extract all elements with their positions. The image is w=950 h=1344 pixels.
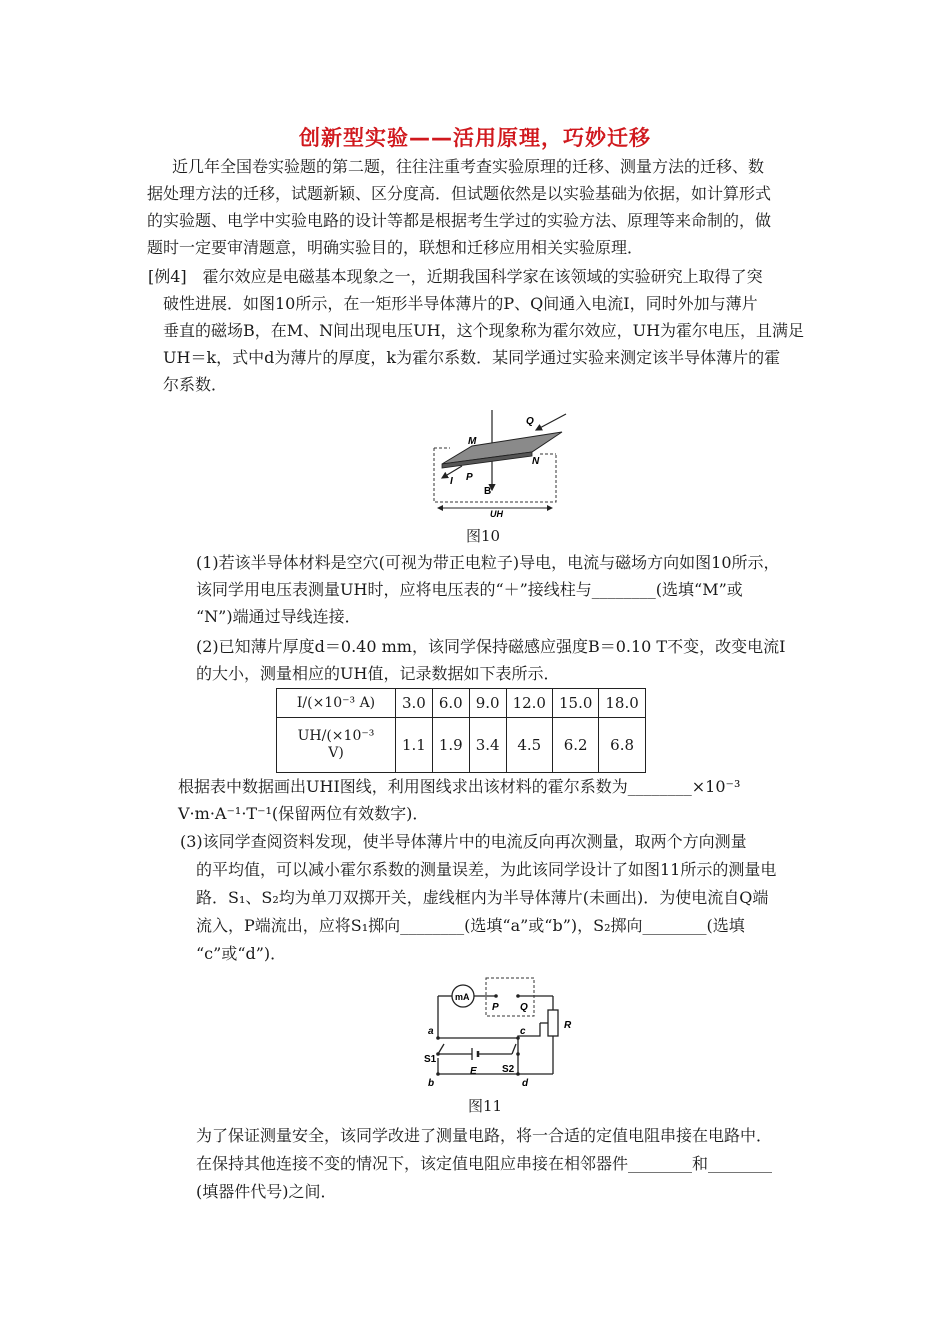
data-table: [276, 688, 646, 773]
label-b: b: [428, 1078, 435, 1089]
intro-line: 题时一定要审清题意，明确实验目的，联想和迁移应用相关实验原理．: [147, 238, 644, 257]
table-cell: 15.0: [552, 689, 598, 718]
label-E: E: [470, 1066, 477, 1077]
figure-11-circuit: [418, 974, 580, 1092]
table-header-voltage: [277, 718, 396, 773]
table-row: [277, 718, 646, 773]
label-d: d: [522, 1078, 529, 1089]
label-P: P: [492, 1002, 499, 1013]
table-cell: 6.0: [432, 689, 469, 718]
final-line: 为了保证测量安全，该同学改进了测量电路，将一合适的定值电阻串接在电路中．: [196, 1126, 773, 1145]
label-c: c: [520, 1026, 526, 1037]
label-B: B: [484, 486, 492, 497]
table-header-voltage-line: UH/(×10⁻³: [297, 728, 375, 744]
question-3-line: (3)该同学查阅资料发现，使半导体薄片中的电流反向再次测量，取两个方向测量: [180, 832, 747, 851]
resistor-icon: [548, 1010, 558, 1036]
table-cell: 1.1: [396, 718, 433, 773]
question-3-line: “c”或“d”)．: [196, 944, 287, 963]
intro-line: 的实验题、电学中实验电路的设计等都是根据考生学过的实验方法、原理等来命制的，做: [147, 211, 772, 230]
label-UH: UH: [490, 509, 503, 518]
table-header-voltage-line: V): [328, 745, 344, 761]
example-line: 破性进展．如图10所示，在一矩形半导体薄片的P、Q间通入电流I，同时外加与薄片: [163, 294, 758, 313]
label-M: M: [468, 436, 477, 447]
example-line: UH＝k，式中d为薄片的厚度，k为霍尔系数．某同学通过实验来测定该半导体薄片的霍: [163, 348, 781, 367]
table-cell: 6.2: [552, 718, 598, 773]
example-line: 垂直的磁场B，在M、N间出现电压UH，这个现象称为霍尔效应，UH为霍尔电压，且满足: [163, 321, 805, 340]
page-title: 创新型实验——活用原理，巧妙迁移: [299, 126, 651, 150]
table-cell: 18.0: [599, 689, 645, 718]
switch-s2: [512, 1044, 516, 1054]
label-mA: mA: [455, 992, 470, 1002]
table-cell: 12.0: [506, 689, 552, 718]
example-line: [例4] 霍尔效应是电磁基本现象之一，近期我国科学家在该领域的实验研究上取得了突: [148, 267, 763, 286]
label-S2: S2: [502, 1064, 515, 1075]
question-3-line: 的平均值，可以减小霍尔系数的测量误差，为此该同学设计了如图11所示的测量电: [196, 860, 777, 879]
final-line: (填器件代号)之间．: [196, 1182, 337, 1201]
final-line: 在保持其他连接不变的情况下，该定值电阻应串接在相邻器件________和________: [196, 1154, 773, 1173]
example-line: 尔系数．: [163, 375, 228, 394]
intro-line: 近几年全国卷实验题的第二题，往往注重考查实验原理的迁移、测量方法的迁移、数: [172, 157, 765, 176]
question-3-line: 路．S₁、S₂均为单刀双掷开关，虚线框内为半导体薄片(未画出)．为使电流自Q端: [196, 888, 769, 907]
table-cell: 3.0: [396, 689, 433, 718]
table-cell: 6.8: [599, 718, 645, 773]
table-header-current: I/(×10⁻³ A): [277, 689, 396, 718]
intro-line: 据处理方法的迁移，试题新颖、区分度高．但试题依然是以实验基础为依据，如计算形式: [147, 184, 772, 203]
question-1-line: (1)若该半导体材料是空穴(可视为带正电粒子)导电，电流与磁场方向如图10所示，: [196, 553, 780, 572]
label-Q: Q: [526, 416, 534, 427]
question-2-line: (2)已知薄片厚度d＝0.40 mm，该同学保持磁感应强度B＝0.10 T不变，改变电流I: [196, 637, 786, 656]
label-P: P: [466, 472, 473, 483]
label-S1: S1: [424, 1054, 437, 1065]
after-table-line: 根据表中数据画出UHI图线，利用图线求出该材料的霍尔系数为________×10⁻³: [178, 777, 741, 796]
table-cell: 3.4: [469, 718, 506, 773]
label-R: R: [564, 1020, 572, 1031]
figure-10-diagram: [420, 408, 580, 518]
label-N: N: [532, 456, 540, 467]
figure-10-caption: 图10: [466, 527, 501, 545]
label-a: a: [428, 1026, 434, 1037]
after-table-line: V·m·A⁻¹·T⁻¹(保留两位有效数字)．: [178, 804, 429, 823]
label-Q: Q: [520, 1002, 528, 1013]
question-3-line: 流入，P端流出，应将S₁掷向________(选填“a”或“b”)，S₂掷向________(选填: [196, 916, 745, 935]
label-I: I: [450, 476, 453, 487]
table-cell: 1.9: [432, 718, 469, 773]
table-cell: 9.0: [469, 689, 506, 718]
question-1-line: 该同学用电压表测量UH时，应将电压表的“＋”接线柱与________(选填“M”或: [196, 580, 743, 599]
table-row: [277, 689, 646, 718]
question-1-line: “N”)端通过导线连接．: [196, 607, 361, 626]
table-cell: 4.5: [506, 718, 552, 773]
figure-11-caption: 图11: [468, 1097, 503, 1115]
question-2-line: 的大小，测量相应的UH值，记录数据如下表所示．: [196, 664, 560, 683]
